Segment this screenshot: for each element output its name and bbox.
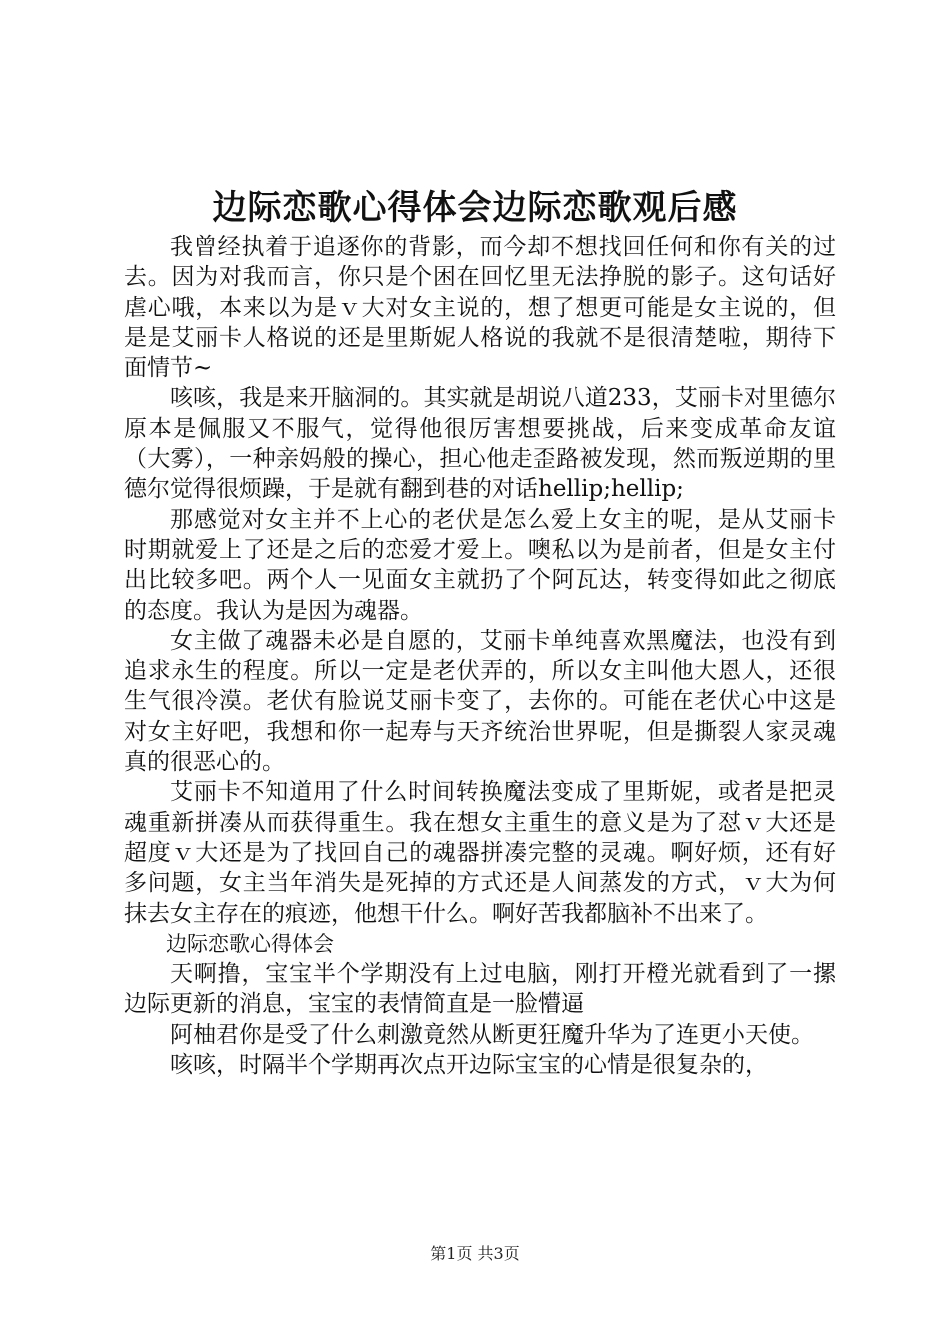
paragraph: 我曾经执着于追逐你的背影，而今却不想找回任何和你有关的过去。因为对我而言，你只是个困在回忆里无法挣脱的影子。这句话好虐心哦，本来以为是ｖ大对女主说的，想了想更可能是女主说的，但是是艾丽卡人格说的还是里斯妮人格说的我就不是很清楚啦，期待下面情节~	[124, 234, 836, 382]
section-heading: 边际恋歌心得体会	[166, 931, 334, 956]
paragraph: 女主做了魂器未必是自愿的，艾丽卡单纯喜欢黑魔法，也没有到追求永生的程度。所以一定是老伏弄的，所以女主叫他大恩人，还很生气很冷漠。老伏有脸说艾丽卡变了，去你的。可能在老伏心中这是对女主好吧，我想和你一起寿与天齐统治世界呢，但是撕裂人家灵魂真的很恶心的。	[124, 627, 836, 776]
document-title: 边际恋歌心得体会边际恋歌观后感	[212, 188, 738, 228]
paragraph: 阿柚君你是受了什么刺激竟然从断更狂魔升华为了连更小天使。	[170, 1021, 814, 1048]
paragraph: 那感觉对女主并不上心的老伏是怎么爱上女主的呢，是从艾丽卡时期就爱上了还是之后的恋爱才爱上。噢私以为是前者，但是女主付出比较多吧。两个人一见面女主就扔了个阿瓦达，转变得如此之彻底的态度。我认为是因为魂器。	[124, 506, 836, 624]
paragraph: 艾丽卡不知道用了什么时间转换魔法变成了里斯妮，或者是把灵魂重新拼凑从而获得重生。我在想女主重生的意义是为了怼ｖ大还是超度ｖ大还是为了找回自己的魂器拼凑完整的灵魂。啊好烦，还有好多问题，女主当年消失是死掉的方式还是人间蒸发的方式，ｖ大为何抹去女主存在的痕迹，他想干什么。啊好苦我都脑补不出来了。	[124, 779, 836, 927]
paragraph: 咳咳，时隔半个学期再次点开边际宝宝的心情是很复杂的，	[170, 1052, 768, 1079]
document-body	[124, 232, 836, 1080]
page-footer: 第1页 共3页	[430, 1244, 520, 1263]
paragraph: 咳咳，我是来开脑洞的。其实就是胡说八道233，艾丽卡对里德尔原本是佩服又不服气，觉得他很厉害想要挑战，后来变成革命友谊（大雾），一种亲妈般的操心，担心他走歪路被发现，然而叛逆期的里德尔觉得很烦躁，于是就有翻到巷的对话hellip;hellip;	[124, 385, 836, 503]
paragraph: 天啊撸，宝宝半个学期没有上过电脑，刚打开橙光就看到了一摞边际更新的消息，宝宝的表情简直是一脸懵逼	[124, 961, 836, 1018]
